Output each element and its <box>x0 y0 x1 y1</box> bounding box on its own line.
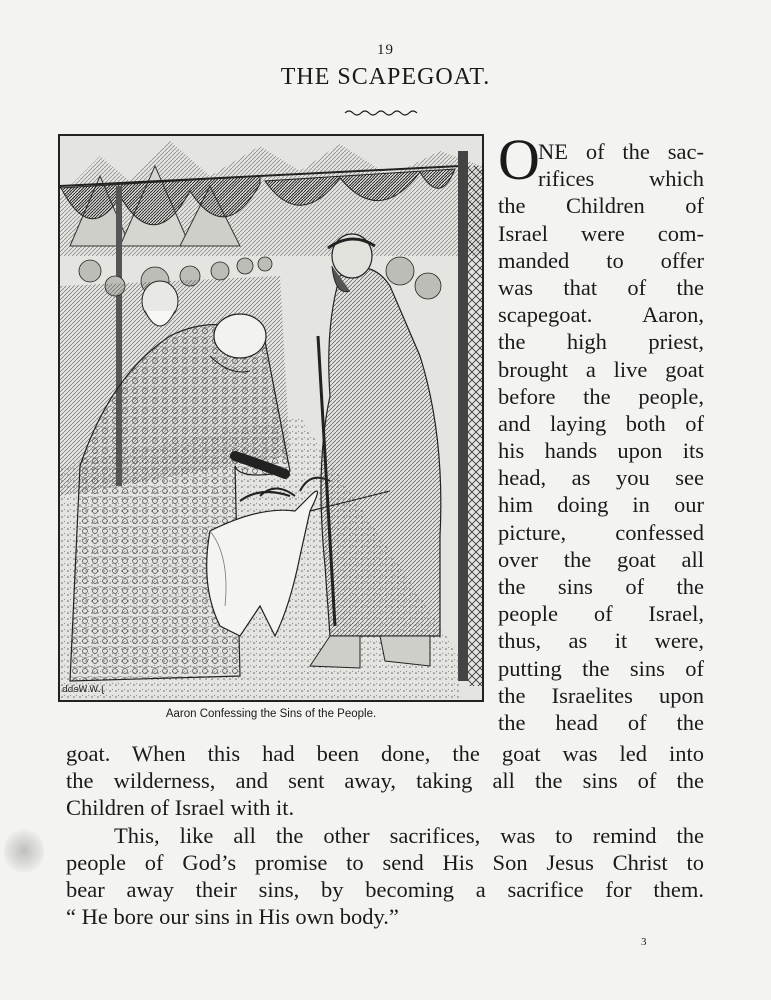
side-line: his hands upon its <box>498 438 704 464</box>
side-line: was that of the <box>498 274 704 300</box>
side-line: the high priest, <box>498 329 704 355</box>
side-line: putting the sins of <box>498 655 704 681</box>
side-line: people of Israel, <box>498 601 704 627</box>
page-number: 19 <box>377 42 394 58</box>
illustration-caption: Aaron Confessing the Sins of the People. <box>165 708 377 720</box>
side-line: picture, confessed <box>498 519 704 545</box>
side-line: the Israelites upon <box>498 682 704 708</box>
body-text <box>66 740 704 930</box>
engraving-illustration <box>58 134 484 702</box>
side-line: and laying both of <box>498 410 704 436</box>
side-column-text <box>498 138 704 736</box>
side-line: scapegoat. Aaron, <box>498 302 704 328</box>
body-line: bear away their sins, by becoming a sacrifice for them. <box>66 876 704 902</box>
side-line: thus, as it were, <box>498 628 704 654</box>
side-line: Israel were com- <box>498 220 704 246</box>
side-line: NE of the sac- <box>538 139 704 164</box>
scapegoat-engraving <box>60 136 482 700</box>
side-line: him doing in our <box>498 492 704 518</box>
body-line: people of God’s promise to send His Son Jesus Christ to <box>66 849 704 875</box>
side-line: over the goat all <box>498 546 704 572</box>
body-line: the wilderness, and sent away, taking all the sins of the <box>66 768 704 794</box>
side-line: head, as you see <box>498 465 704 491</box>
page-title: THE SCAPEGOAT. <box>280 64 491 90</box>
side-line: the sins of the <box>498 574 704 599</box>
side-line: the head of the <box>498 709 704 735</box>
title-ornament <box>343 108 423 118</box>
engraver-signature: J.W.Webb <box>62 685 104 695</box>
side-line: the Children of <box>498 193 704 219</box>
body-line: goat. When this had been done, the goat was led into <box>66 741 704 766</box>
side-line: manded to offer <box>498 247 704 273</box>
footer-signature-mark: 3 <box>641 936 647 948</box>
page-smudge <box>4 828 44 874</box>
body-line: “ He bore our sins in His own body.” <box>66 904 399 930</box>
side-line: before the people, <box>498 383 704 409</box>
side-line: brought a live goat <box>498 356 704 382</box>
body-line: This, like all the other sacrifices, was to remind the <box>114 822 704 848</box>
side-line: rifices which <box>538 166 704 192</box>
body-line: Children of Israel with it. <box>66 795 295 821</box>
drop-cap: O <box>498 127 540 192</box>
